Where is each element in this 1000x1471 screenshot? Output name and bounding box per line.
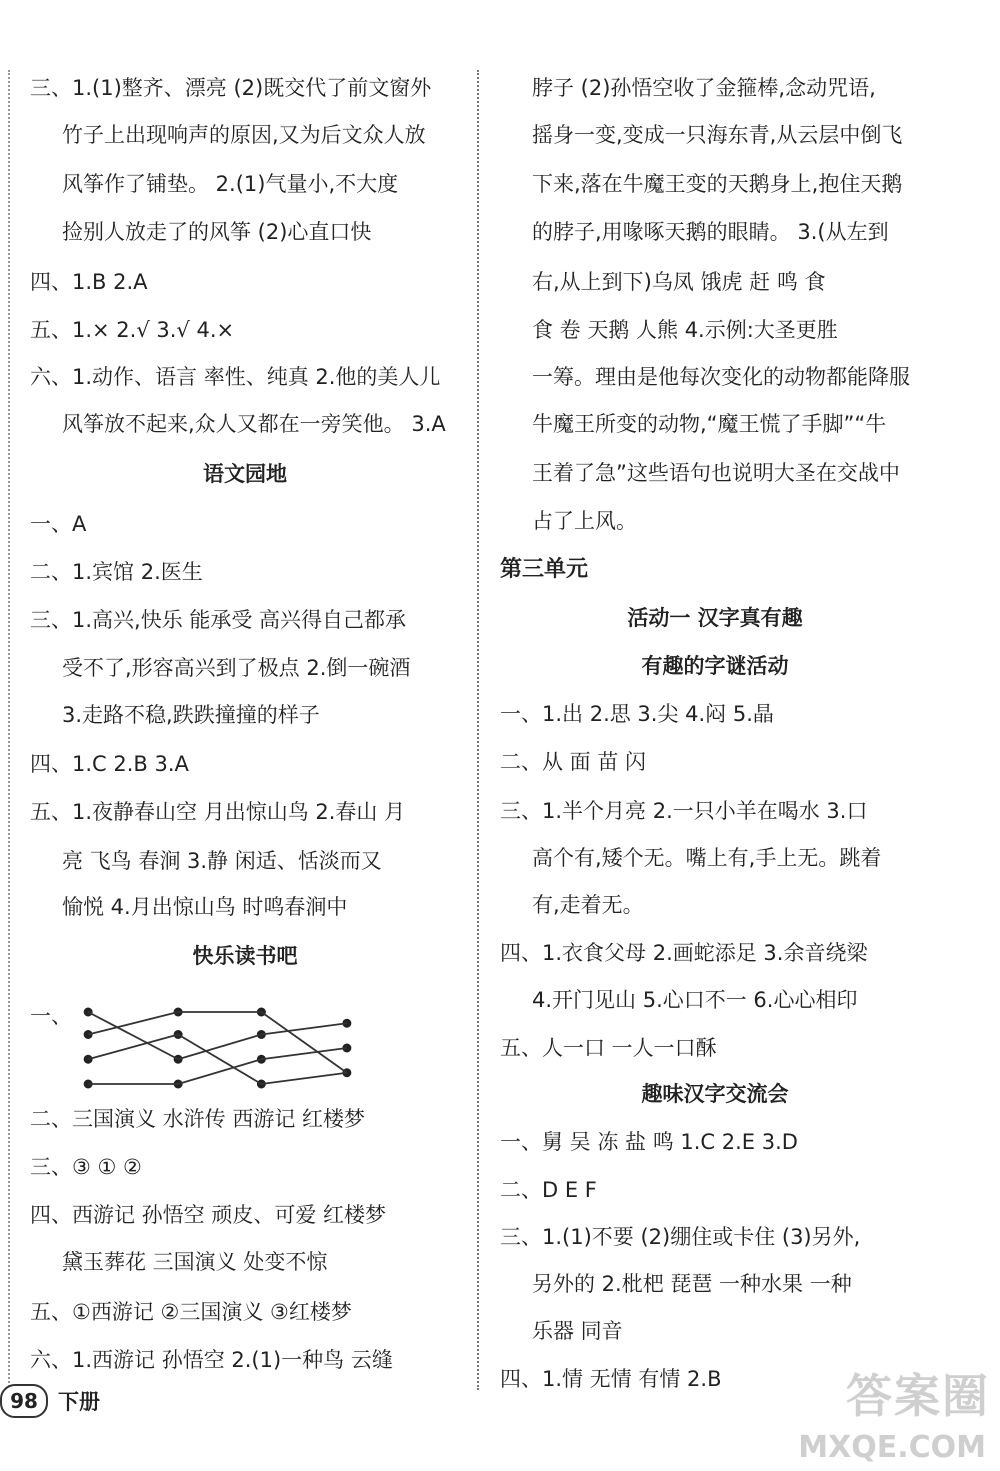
- answer-line: 的脖子,用喙啄天鹅的眼睛。 3.(从左到: [532, 220, 889, 244]
- answer-line: 一、1.出 2.思 3.尖 4.闷 5.晶: [500, 702, 774, 726]
- unit-heading: 第三单元: [500, 557, 589, 582]
- answer-line: 四、1.情 无情 有情 2.B: [500, 1367, 722, 1391]
- answer-line: 食 卷 天鹅 人熊 4.示例:大圣更胜: [532, 318, 838, 342]
- answer-line: 二、D E F: [500, 1178, 597, 1202]
- answer-line: 五、①西游记 ②三国演义 ③红楼梦: [30, 1300, 352, 1324]
- match-line: [88, 1035, 178, 1060]
- matching-lines-diagram: [62, 1003, 382, 1093]
- answer-line: 四、1.B 2.A: [30, 270, 148, 294]
- match-dot: [84, 1008, 93, 1017]
- answer-line: 黛玉葬花 三国演义 处变不惊: [62, 1250, 328, 1274]
- answer-line: 占了上风。: [532, 509, 637, 533]
- answer-line: 六、1.西游记 孙悟空 2.(1)一种鸟 云缝: [30, 1348, 393, 1372]
- answer-line: 乐器 同音: [532, 1319, 623, 1343]
- page-number: 98: [0, 1384, 48, 1418]
- answer-line: 亮 飞鸟 春涧 3.静 闲适、恬淡而又: [62, 849, 382, 873]
- match-line: [261, 1073, 347, 1084]
- answer-line: 下来,落在牛魔王变的天鹅身上,抱住天鹅: [532, 172, 903, 196]
- answer-line: 四、1.C 2.B 3.A: [30, 752, 189, 776]
- answer-line: 四、1.衣食父母 2.画蛇添足 3.余音绕梁: [500, 941, 868, 965]
- page-footer: [0, 1380, 200, 1420]
- answer-line: 一筹。理由是他每次变化的动物都能降服: [532, 365, 910, 389]
- answer-line: 三、1.半个月亮 2.一只小羊在喝水 3.口: [500, 799, 868, 823]
- answer-line: 一、: [30, 1004, 72, 1028]
- answer-line: 六、1.动作、语言 率性、纯真 2.他的美人儿: [30, 365, 441, 389]
- answer-line: 二、从 面 苗 闪: [500, 750, 647, 774]
- volume-label: 下册: [58, 1390, 100, 1414]
- answer-line: 二、三国演义 水浒传 西游记 红楼梦: [30, 1107, 366, 1131]
- answer-line: 三、1.(1)整齐、漂亮 (2)既交代了前文窗外: [30, 76, 432, 100]
- answer-line: 五、人一口 一人一口酥: [500, 1036, 717, 1060]
- answer-line: 右,从上到下)乌凤 饿虎 赶 鸣 食: [532, 270, 826, 294]
- section-heading: 活动一 汉字真有趣: [627, 606, 803, 630]
- match-line: [88, 1012, 178, 1035]
- watermark-logo: [790, 1360, 990, 1465]
- match-line: [178, 1035, 261, 1060]
- watermark-logo-text: 答案圈: [846, 1369, 990, 1423]
- answer-line: 五、1.× 2.√ 3.√ 4.×: [30, 318, 235, 342]
- left-margin-rule: [8, 70, 10, 1390]
- answer-line: 脖子 (2)孙悟空收了金箍棒,念动咒语,: [532, 76, 876, 100]
- answer-line: 高个有,矮个无。嘴上有,手上无。跳着: [532, 846, 882, 870]
- answer-line: 五、1.夜静春山空 月出惊山鸟 2.春山 月: [30, 800, 406, 824]
- answer-line: 四、西游记 孙悟空 顽皮、可爱 红楼梦: [30, 1203, 387, 1227]
- answer-line: 愉悦 4.月出惊山鸟 时鸣春涧中: [62, 895, 348, 919]
- answer-line: 摇身一变,变成一只海东青,从云层中倒飞: [532, 123, 903, 147]
- answer-line: 风筝放不起来,众人又都在一旁笑他。 3.A: [62, 412, 446, 436]
- answer-line: 受不了,形容高兴到了极点 2.倒一碗酒: [62, 656, 411, 680]
- section-heading: 快乐读书吧: [192, 944, 298, 968]
- answer-line: 竹子上出现响声的原因,又为后文众人放: [62, 123, 426, 147]
- match-line: [261, 1048, 347, 1059]
- match-line: [261, 1012, 347, 1073]
- answer-line: 捡别人放走了的风筝 (2)心直口快: [62, 220, 372, 244]
- answer-line: 3.走路不稳,跌跌撞撞的样子: [62, 703, 320, 727]
- match-line: [178, 1035, 261, 1085]
- answer-line: 一、舅 吴 冻 盐 鸣 1.C 2.E 3.D: [500, 1130, 798, 1154]
- answer-line: 三、1.(1)不要 (2)绷住或卡住 (3)另外,: [500, 1225, 861, 1249]
- subsection-heading: 趣味汉字交流会: [641, 1082, 789, 1106]
- answer-line: 三、1.高兴,快乐 能承受 高兴得自己都承: [30, 608, 407, 632]
- watermark-site: MXQE.COM: [798, 1430, 986, 1465]
- answer-line: 三、③ ① ②: [30, 1155, 142, 1179]
- answer-line: 有,走着无。: [532, 893, 644, 917]
- section-heading: 语文园地: [203, 462, 287, 486]
- answer-line: 一、A: [30, 512, 87, 536]
- answer-line: 王着了急”这些语句也说明大圣在交战中: [532, 461, 900, 485]
- answer-line: 另外的 2.枇杷 琵琶 一种水果 一种: [532, 1272, 852, 1296]
- match-line: [88, 1012, 178, 1059]
- match-line: [178, 1059, 261, 1084]
- column-divider: [477, 70, 479, 1390]
- answer-line: 4.开门见山 5.心口不一 6.心心相印: [532, 988, 858, 1012]
- subsection-heading: 有趣的字谜活动: [641, 654, 789, 678]
- answer-line: 风筝作了铺垫。 2.(1)气量小,不大度: [62, 172, 399, 196]
- answer-line: 牛魔王所变的动物,“魔王慌了手脚”“牛: [532, 412, 887, 436]
- match-line: [261, 1023, 347, 1034]
- answer-line: 二、1.宾馆 2.医生: [30, 560, 203, 584]
